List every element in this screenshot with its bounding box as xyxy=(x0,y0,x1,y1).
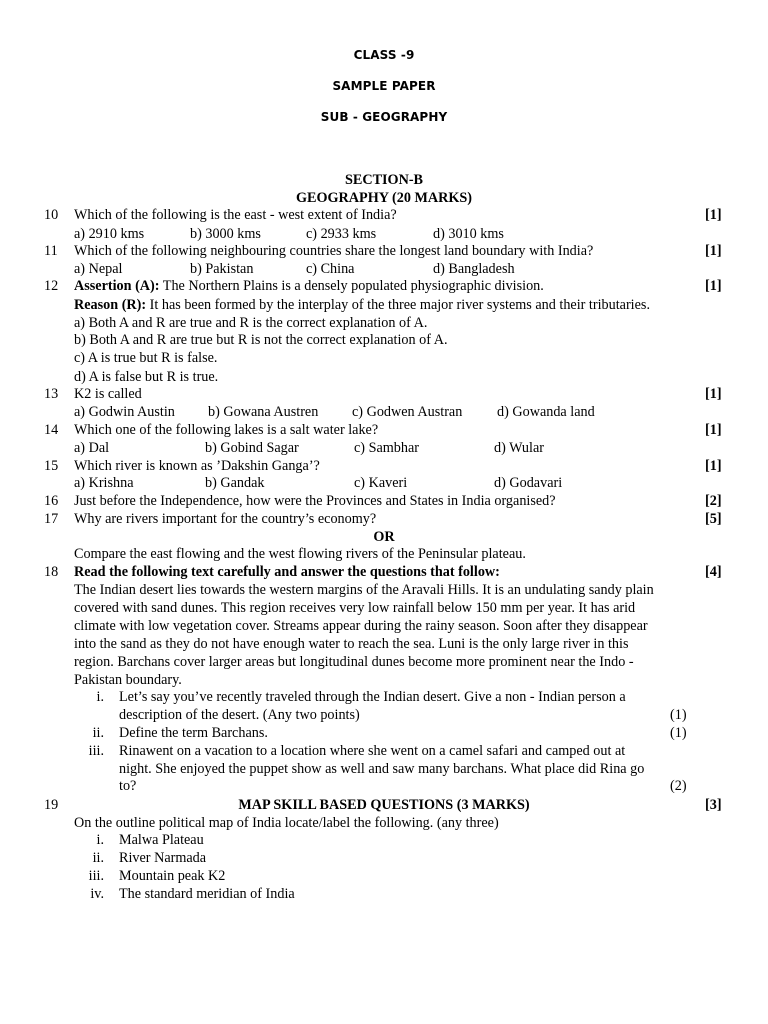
option: d) A is false but R is true. xyxy=(74,369,219,385)
reason-line xyxy=(74,297,650,314)
question-text: Just before the Independence, how were the Provinces and States in India organised? xyxy=(74,493,556,509)
question-text: Which of the following neighbouring countries share the longest land boundary with India? xyxy=(74,243,594,259)
list-item-number: iii. xyxy=(88,868,104,884)
option: c) Kaveri xyxy=(354,475,408,491)
question-number: 18 xyxy=(44,564,59,580)
option: a) Nepal xyxy=(74,261,123,277)
option: b) Gobind Sagar xyxy=(205,440,299,456)
assertion-label: Assertion (A): xyxy=(74,278,160,294)
question-number: 15 xyxy=(44,458,59,474)
option: c) China xyxy=(306,261,355,277)
assertion-line xyxy=(74,278,544,295)
list-item-number: iv. xyxy=(90,886,104,902)
sub-question-number: i. xyxy=(96,689,104,705)
list-item: Malwa Plateau xyxy=(119,832,204,848)
assertion-text: The Northern Plains is a densely populated physiographic division. xyxy=(159,278,544,294)
list-item: The standard meridian of India xyxy=(119,886,295,902)
question-number: 17 xyxy=(44,511,59,527)
option: a) Krishna xyxy=(74,475,134,491)
marks-label: [5] xyxy=(705,511,722,527)
option: d) Wular xyxy=(494,440,544,456)
class-heading: CLASS -9 xyxy=(353,48,415,62)
option: b) Gowana Austren xyxy=(208,404,319,420)
option: a) Dal xyxy=(74,440,110,456)
list-item: Mountain peak K2 xyxy=(119,868,226,884)
question-number: 14 xyxy=(44,422,59,438)
list-item-number: i. xyxy=(96,832,104,848)
sub-question-line: description of the desert. (Any two points) xyxy=(119,707,360,723)
sub-question-points: (1) xyxy=(670,725,687,741)
sub-question-line: Define the term Barchans. xyxy=(119,725,268,741)
marks-label: [1] xyxy=(705,458,722,474)
option: b) Both A and R are true but R is not the correct explanation of A. xyxy=(74,332,448,348)
option: b) 3000 kms xyxy=(190,226,261,242)
passage-line: into the sand as they do not have enough water to reach the sea. Luni is the only large river in this xyxy=(74,636,629,652)
marks-label: [3] xyxy=(705,797,722,813)
sub-question-line: night. She enjoyed the puppet show as well and saw many barchans. What place did Rina go xyxy=(119,761,645,777)
option: d) Godavari xyxy=(494,475,563,491)
question-number: 11 xyxy=(44,243,58,259)
reason-text: It has been formed by the interplay of the three major river systems and their tributaries. xyxy=(146,297,650,313)
question-text: Why are rivers important for the country’s economy? xyxy=(74,511,377,527)
question-text: K2 is called xyxy=(74,386,142,402)
or-divider: OR xyxy=(373,529,395,545)
question-number: 10 xyxy=(44,207,59,223)
option: a) Godwin Austin xyxy=(74,404,175,420)
marks-label: [1] xyxy=(705,422,722,438)
question-heading: Read the following text carefully and answer the questions that follow: xyxy=(74,564,500,580)
question-text-alt: Compare the east flowing and the west flowing rivers of the Peninsular plateau. xyxy=(74,546,526,562)
passage-line: Pakistan boundary. xyxy=(74,672,182,688)
paper-heading: SAMPLE PAPER xyxy=(332,79,436,93)
option: d) Bangladesh xyxy=(433,261,515,277)
marks-label: [1] xyxy=(705,243,722,259)
subject-heading: SUB - GEOGRAPHY xyxy=(320,110,448,124)
marks-label: [1] xyxy=(705,207,722,223)
sub-question-points: (1) xyxy=(670,707,687,723)
question-text: On the outline political map of India locate/label the following. (any three) xyxy=(74,815,499,831)
sub-question-number: iii. xyxy=(88,743,104,759)
option: c) Sambhar xyxy=(354,440,420,456)
sub-question-number: ii. xyxy=(92,725,104,741)
section-subtitle: GEOGRAPHY (20 MARKS) xyxy=(295,190,473,206)
question-text: Which river is known as ’Dakshin Ganga’? xyxy=(74,458,320,474)
question-number: 16 xyxy=(44,493,59,509)
option: c) 2933 kms xyxy=(306,226,377,242)
passage-line: region. Barchans cover larger areas but longitudinal dunes become more prominent near the Indo - xyxy=(74,654,634,670)
option: b) Pakistan xyxy=(190,261,254,277)
option: c) A is true but R is false. xyxy=(74,350,218,366)
question-heading: MAP SKILL BASED QUESTIONS (3 MARKS) xyxy=(238,797,530,813)
sub-question-line: Rinawent on a vacation to a location where she went on a camel safari and camped out at xyxy=(119,743,626,759)
marks-label: [1] xyxy=(705,278,722,294)
marks-label: [4] xyxy=(705,564,722,580)
marks-label: [1] xyxy=(705,386,722,402)
sub-question-line: Let’s say you’ve recently traveled through the Indian desert. Give a non - Indian person a xyxy=(119,689,626,705)
option: a) 2910 kms xyxy=(74,226,145,242)
reason-label: Reason (R): xyxy=(74,297,147,313)
list-item: River Narmada xyxy=(119,850,207,866)
option: d) 3010 kms xyxy=(433,226,504,242)
option: d) Gowanda land xyxy=(497,404,595,420)
question-number: 13 xyxy=(44,386,59,402)
option: b) Gandak xyxy=(205,475,265,491)
option: a) Both A and R are true and R is the correct explanation of A. xyxy=(74,315,428,331)
sub-question-line: to? xyxy=(119,778,137,794)
passage-line: covered with sand dunes. This region receives very low rainfall below 150 mm per year. It has arid xyxy=(74,600,636,616)
question-text: Which of the following is the east - west extent of India? xyxy=(74,207,397,223)
question-text: Which one of the following lakes is a salt water lake? xyxy=(74,422,379,438)
list-item-number: ii. xyxy=(92,850,104,866)
passage-line: climate with low vegetation cover. Streams appear during the rainy season. Soon after they disappear xyxy=(74,618,648,634)
option: c) Godwen Austran xyxy=(352,404,463,420)
section-title: SECTION-B xyxy=(344,172,424,188)
marks-label: [2] xyxy=(705,493,722,509)
passage-line: The Indian desert lies towards the western margins of the Aravali Hills. It is an undulating sandy plain xyxy=(74,582,654,598)
sub-question-points: (2) xyxy=(670,778,687,794)
question-number: 12 xyxy=(44,278,59,294)
question-number: 19 xyxy=(44,797,59,813)
